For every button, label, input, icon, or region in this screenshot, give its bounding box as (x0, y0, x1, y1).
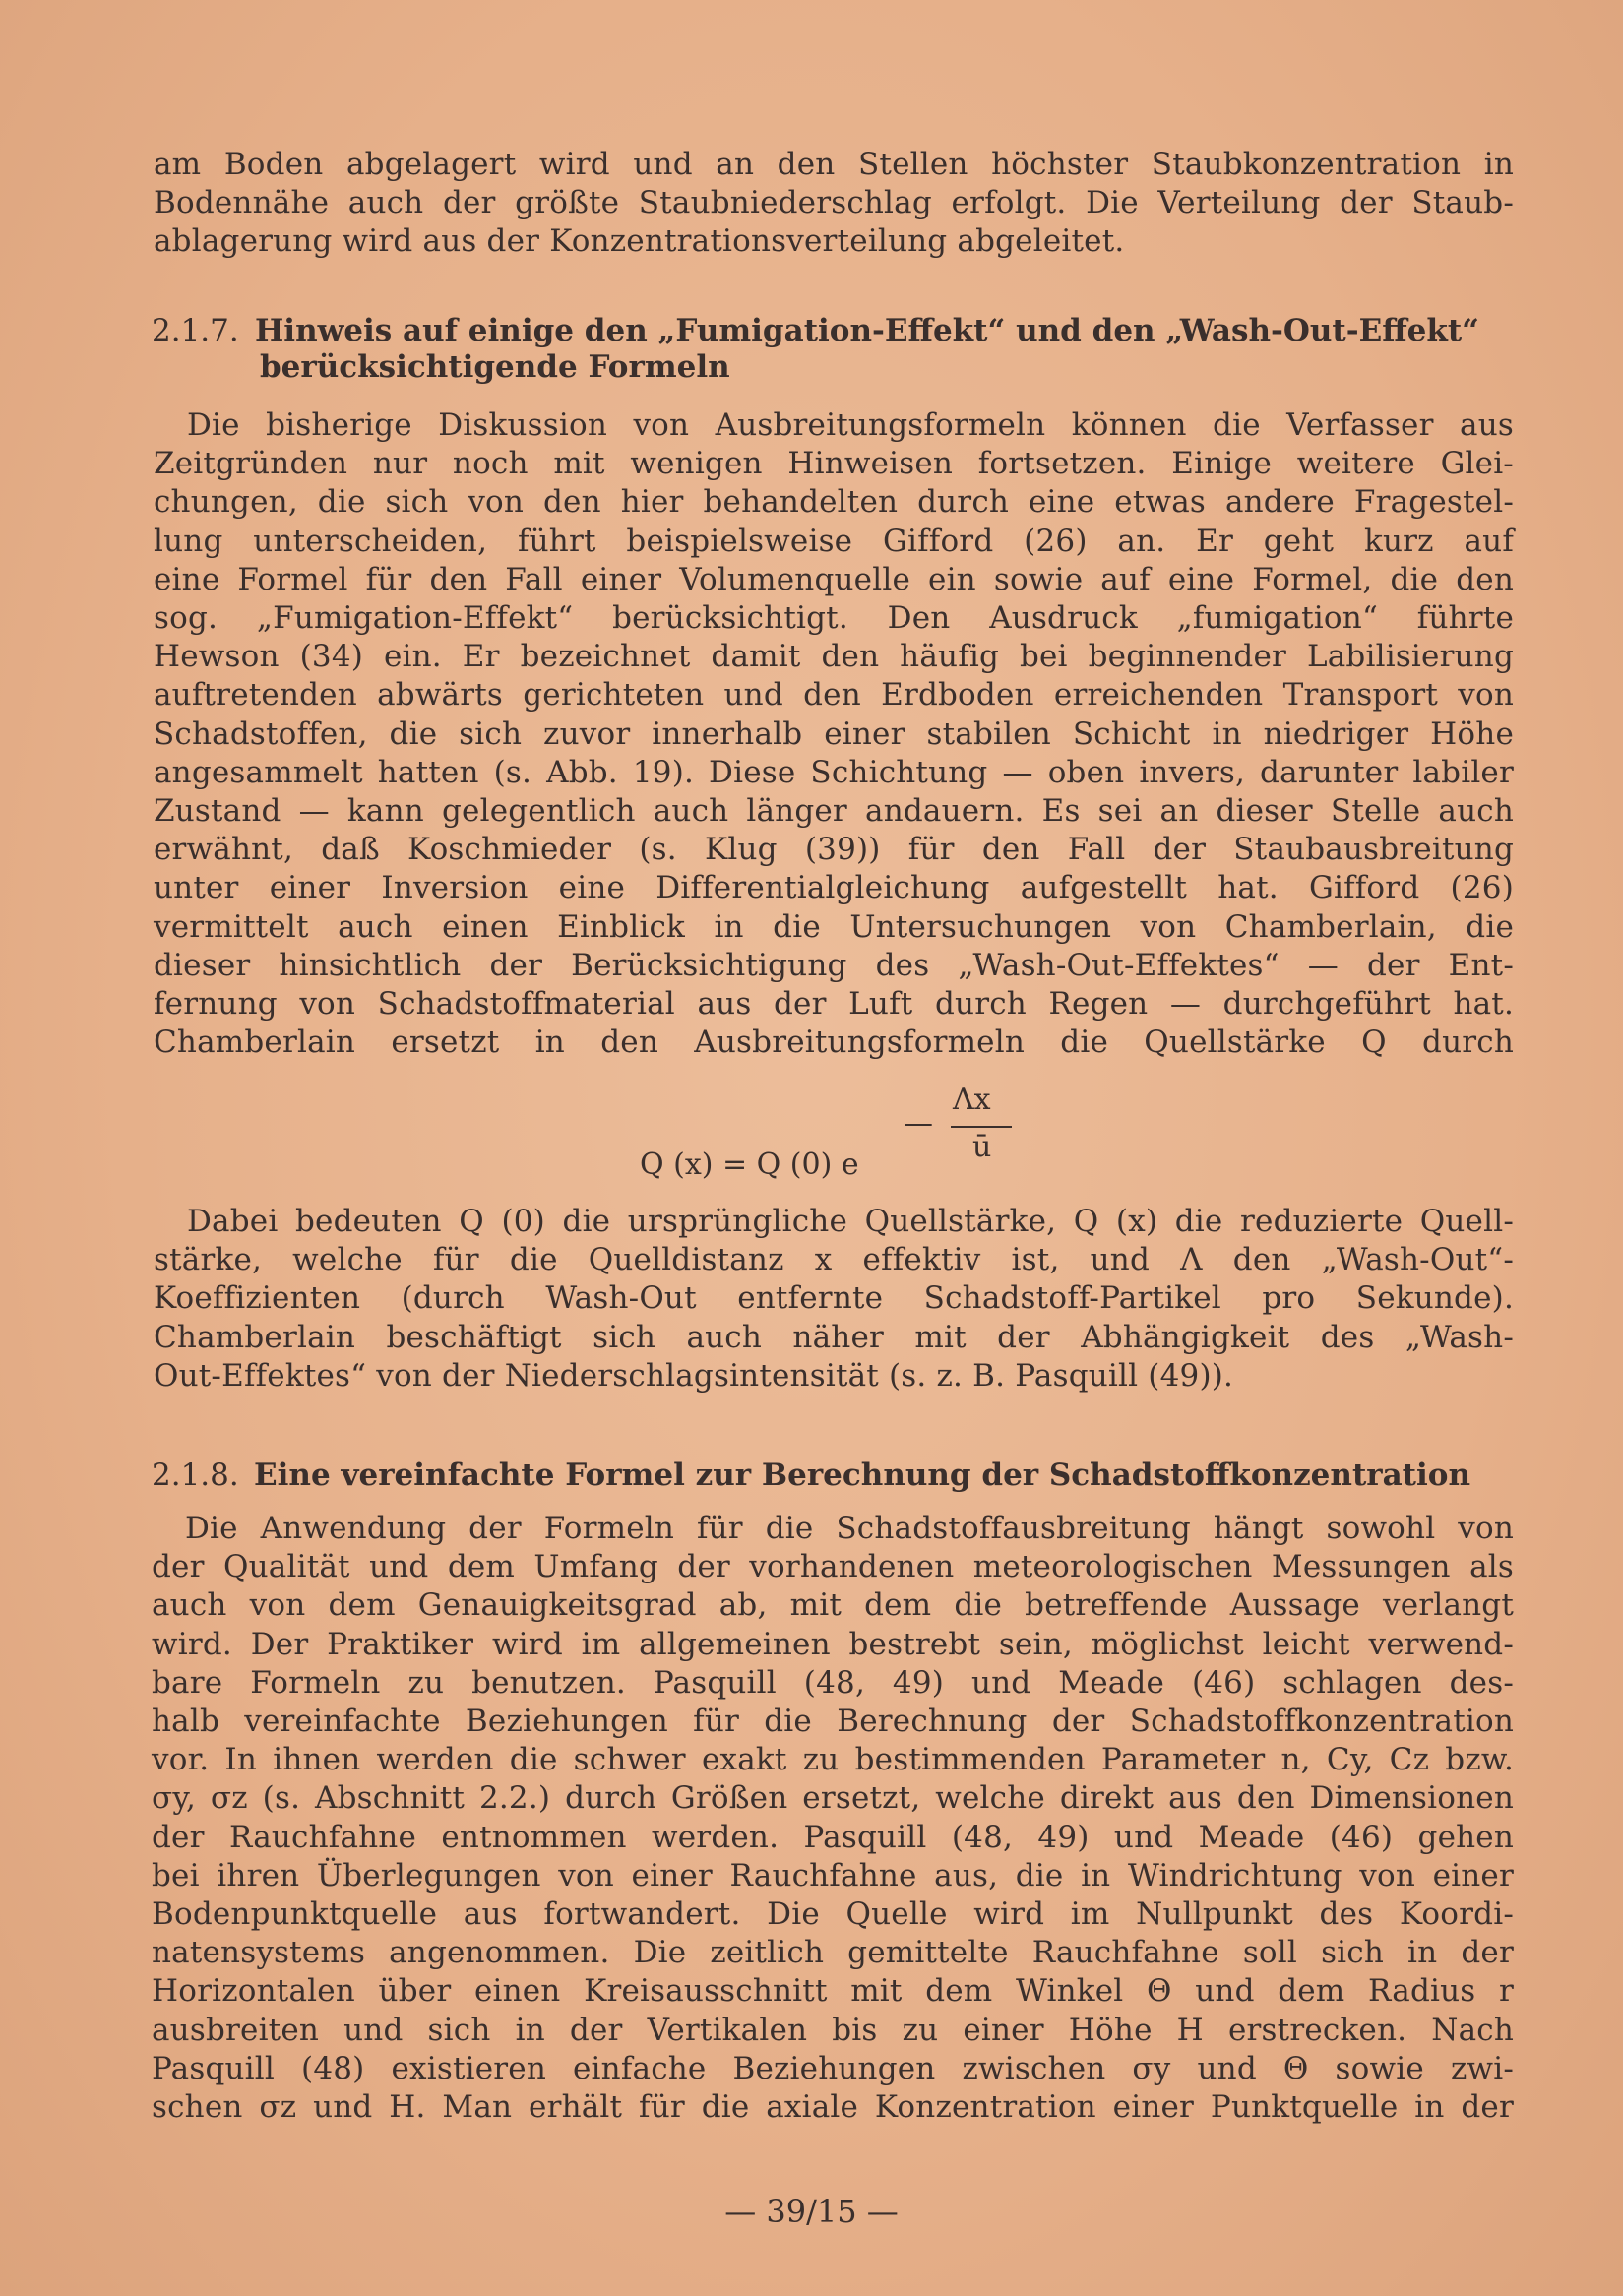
text-line: stärke, welche für die Quelldistanz x effektiv ist, und Λ den „Wash-Out“- (154, 1242, 1514, 1278)
text-line: natensystems angenommen. Die zeitlich gemittelte Rauchfahne soll sich in der (152, 1935, 1514, 1971)
text-line: sog. „Fumigation-Effekt“ berücksichtigt. Den Ausdruck „fumigation“ führte (154, 600, 1514, 637)
text-line: erwähnt, daß Koschmieder (s. Klug (39)) für den Fall der Staubausbreitung (154, 832, 1514, 868)
text-line: schen σz und H. Man erhält für die axiale Konzentration einer Punktquelle in der (152, 2089, 1514, 2126)
intro-paragraph (154, 146, 1514, 262)
page-number: — 39/15 — (724, 2193, 899, 2230)
text-line: angesammelt hatten (s. Abb. 19). Diese Schichtung — oben invers, darunter labiler (154, 754, 1514, 790)
text-line: der Rauchfahne entnommen werden. Pasquill (48, 49) und Meade (46) gehen (152, 1819, 1514, 1855)
text-line: Chamberlain beschäftigt sich auch näher mit der Abhängigkeit des „Wash- (154, 1319, 1514, 1355)
text-line: halb vereinfachte Beziehungen für die Berechnung der Schadstoffkonzentration (152, 1704, 1514, 1740)
text-line: auch von dem Genauigkeitsgrad ab, mit dem die betreffende Aussage verlangt (152, 1587, 1514, 1624)
section-heading-2-1-7 (152, 313, 1514, 386)
text-line: am Boden abgelagert wird und an den Stellen höchster Staubkonzentration in (154, 147, 1514, 182)
text-line: eine Formel für den Fall einer Volumenquelle ein sowie auf eine Formel, die den (154, 561, 1514, 597)
text-line: unter einer Inversion eine Differentialgleichung aufgestellt hat. Gifford (26) (154, 870, 1514, 906)
text-line: Schadstoffen, die sich zuvor innerhalb einer stabilen Schicht in niedriger Höhe (154, 715, 1514, 752)
section-number: 2.1.8. (152, 1458, 239, 1493)
text-line: Die bisherige Diskussion von Ausbreitungsformeln können die Verfasser aus (187, 407, 1514, 443)
section-2-1-7-paragraph-2 (154, 1203, 1514, 1396)
section-number: 2.1.7. (152, 313, 239, 348)
section-title: Eine vereinfachte Formel zur Berechnung der Schadstoffkonzentration (254, 1458, 1470, 1493)
text-line: Zustand — kann gelegentlich auch länger andauern. Es sei an dieser Stelle auch (154, 793, 1514, 830)
text-line: Koeffizienten (durch Wash-Out entfernte Schadstoff-Partikel pro Sekunde). (154, 1280, 1514, 1317)
text-line: Bodennähe auch der größte Staubniederschlag erfolgt. Die Verteilung der Staub- (154, 185, 1514, 221)
formula-exponent-numerator: Λx (953, 1083, 991, 1117)
text-line: dieser hinsichtlich der Berücksichtigung des „Wash-Out-Effektes“ — der Ent- (154, 947, 1514, 983)
text-line: Zeitgründen nur noch mit wenigen Hinweisen fortsetzen. Einige weitere Glei- (154, 446, 1514, 482)
text-line: Horizontalen über einen Kreisausschnitt mit dem Winkel Θ und dem Radius r (152, 1973, 1514, 2010)
text-line: lung unterscheiden, führt beispielsweise Gifford (26) an. Er geht kurz auf (154, 523, 1514, 559)
text-line: σy, σz (s. Abschnitt 2.2.) durch Größen ersetzt, welche direkt aus den Dimensionen (152, 1780, 1514, 1817)
text-line: Chamberlain ersetzt in den Ausbreitungsformeln die Quellstärke Q durch (154, 1024, 1514, 1061)
section-2-1-8-paragraph (152, 1510, 1514, 2127)
text-line: der Qualität und dem Umfang der vorhandenen meteorologischen Messungen als (152, 1549, 1514, 1585)
text-line: Out-Effektes“ von der Niederschlagsintensität (s. z. B. Pasquill (49)). (154, 1357, 1234, 1394)
section-title-line2: berücksichtigende Formeln (260, 349, 730, 385)
section-heading-2-1-8 (152, 1458, 1514, 1494)
fraction-bar (951, 1126, 1012, 1128)
section-title-line1: Hinweis auf einige den „Fumigation-Effekt“ und den „Wash-Out-Effekt“ (255, 313, 1480, 348)
text-line: vor. In ihnen werden die schwer exakt zu bestimmenden Parameter n, Cy, Cz bzw. (152, 1742, 1514, 1778)
formula-exponent-denominator: ū (972, 1130, 992, 1164)
text-line: ausbreiten und sich in der Vertikalen bis zu einer Höhe H erstrecken. Nach (152, 2012, 1514, 2048)
text-line: bei ihren Überlegungen von einer Rauchfahne aus, die in Windrichtung von einer (152, 1857, 1514, 1893)
text-line: bare Formeln zu benutzen. Pasquill (48, 49) und Meade (46) schlagen des- (152, 1664, 1514, 1701)
text-line: fernung von Schadstoffmaterial aus der Luft durch Regen — durchgeführt hat. (154, 986, 1514, 1023)
text-line: Bodenpunktquelle aus fortwandert. Die Quelle wird im Nullpunkt des Koordi- (152, 1896, 1514, 1933)
text-line: vermittelt auch einen Einblick in die Untersuchungen von Chamberlain, die (154, 908, 1514, 945)
text-line: Hewson (34) ein. Er bezeichnet damit den häufig bei beginnender Labilisierung (154, 639, 1514, 675)
text-line: Pasquill (48) existieren einfache Beziehungen zwischen σy und Θ sowie zwi- (152, 2050, 1514, 2086)
text-line: ablagerung wird aus der Konzentrationsverteilung abgeleitet. (154, 223, 1125, 260)
text-line: Dabei bedeuten Q (0) die ursprüngliche Quellstärke, Q (x) die reduzierte Quell- (187, 1204, 1514, 1239)
formula-lhs: Q (x) = Q (0) e (640, 1148, 859, 1182)
text-line: chungen, die sich von den hier behandelten durch eine etwas andere Fragestel- (154, 484, 1514, 521)
section-2-1-7-paragraph (154, 406, 1514, 1062)
text-line: Die Anwendung der Formeln für die Schadstoffausbreitung hängt sowohl von (185, 1511, 1514, 1546)
formula-exponent-minus: — (904, 1106, 933, 1141)
text-line: wird. Der Praktiker wird im allgemeinen bestrebt sein, möglichst leicht verwend- (152, 1626, 1514, 1662)
text-line: auftretenden abwärts gerichteten und den Erdboden erreichenden Transport von (154, 677, 1514, 714)
